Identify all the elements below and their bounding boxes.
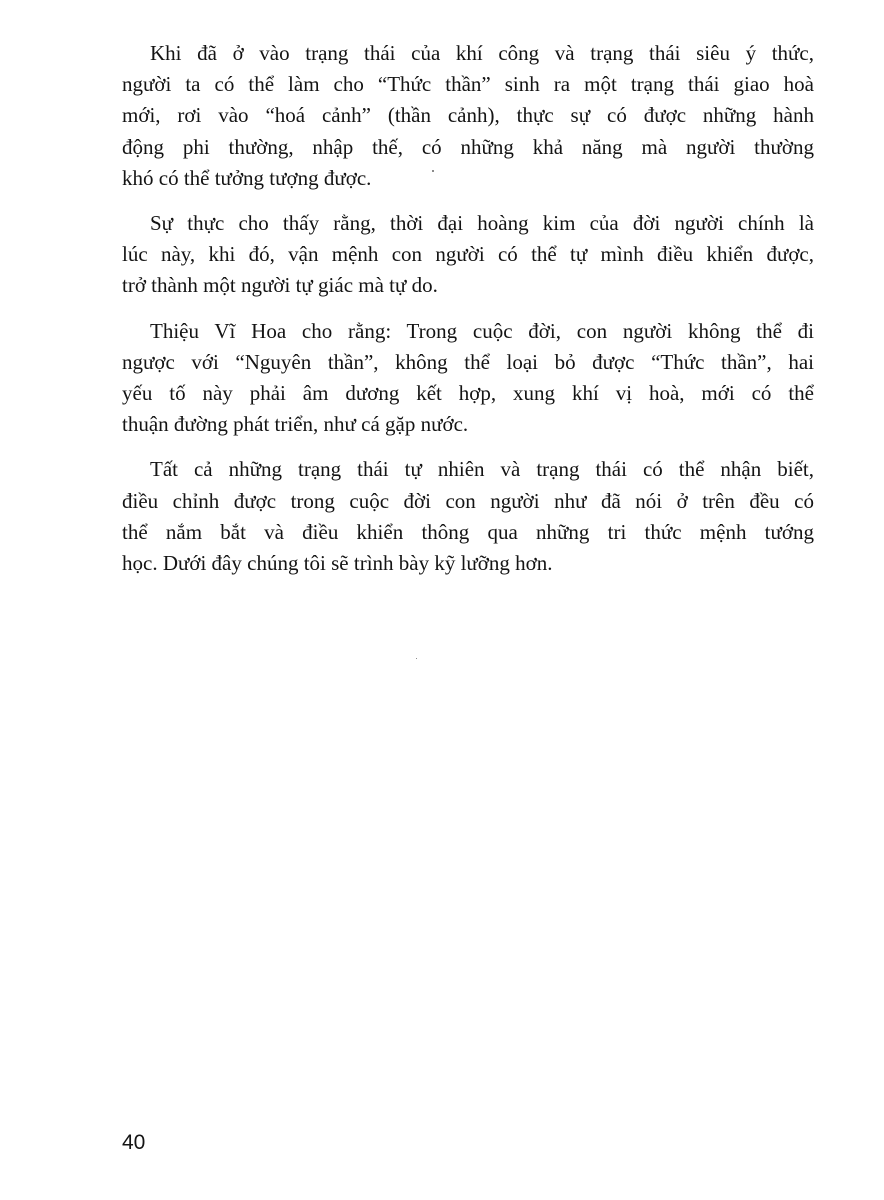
paragraph-2 [122, 208, 814, 302]
text-line: Tất cả những trạng thái tự nhiên và trạng thái có thể nhận biết, [150, 457, 814, 482]
text-line: Khi đã ở vào trạng thái của khí công và trạng thái siêu ý thức, [150, 41, 814, 65]
text-line: học. Dưới đây chúng tôi sẽ trình bày kỹ lưỡng hơn. [122, 551, 553, 576]
text-line: trở thành một người tự giác mà tự do. [122, 273, 438, 298]
scan-speck [416, 658, 417, 659]
text-line: Thiệu Vĩ Hoa cho rằng: Trong cuộc đời, con người không thể đi [150, 318, 814, 343]
text-line: lúc này, khi đó, vận mệnh con người có thể tự mình điều khiển được, [122, 242, 814, 267]
text-line: ngược với “Nguyên thần”, không thể loại bỏ được “Thức thần”, hai [122, 349, 814, 374]
text-line: khó có thể tưởng tượng được. [122, 165, 372, 190]
scan-speck [432, 170, 434, 172]
paragraph-3 [122, 316, 814, 441]
text-line: mới, rơi vào “hoá cảnh” (thần cảnh), thực sự có được những hành [122, 103, 814, 128]
body-text [122, 38, 814, 593]
text-line: thuận đường phát triển, như cá gặp nước. [122, 412, 469, 437]
text-line: người ta có thể làm cho “Thức thần” sinh ra một trạng thái giao hoà [122, 72, 814, 97]
paragraph-1 [122, 38, 814, 194]
text-line: Sự thực cho thấy rằng, thời đại hoàng kim của đời người chính là [150, 211, 814, 236]
paragraph-4 [122, 454, 814, 579]
page-number: 40 [122, 1131, 146, 1154]
text-line: động phi thường, nhập thế, có những khả năng mà người thường [122, 134, 814, 159]
text-line: thể nắm bắt và điều khiển thông qua những tri thức mệnh tướng [122, 519, 814, 544]
text-line: điều chỉnh được trong cuộc đời con người như đã nói ở trên đều có [122, 488, 814, 513]
text-line: yếu tố này phải âm dương kết hợp, xung khí vị hoà, mới có thể [122, 381, 814, 406]
